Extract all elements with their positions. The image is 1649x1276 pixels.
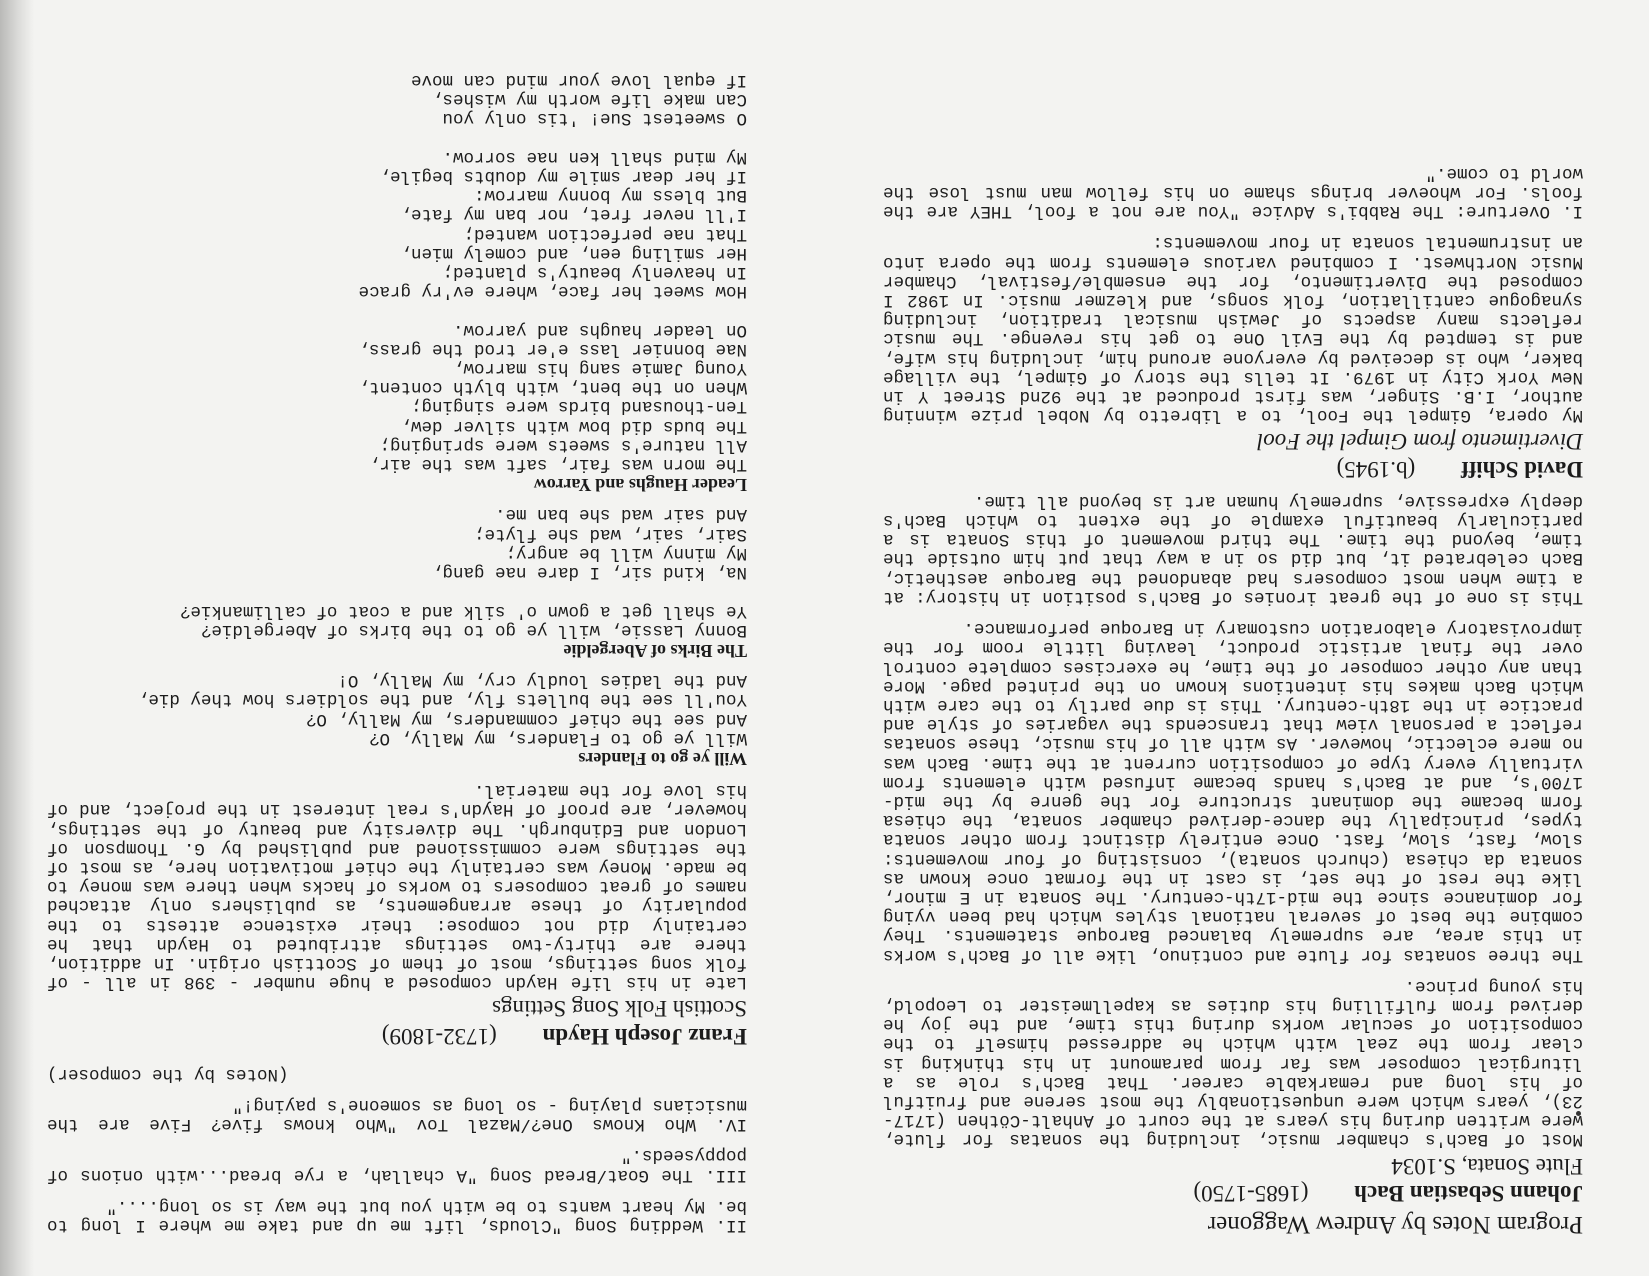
work-title-schiff: Divertimento from Gimpel the Fool	[1256, 429, 1583, 455]
song-title: The Birks of Abergeldie	[563, 640, 747, 661]
song-lyrics: Bonny Lassie, will ye go to the birks of Abergeldie? Ye shall get a gown o' silk and a coat of callimankie? Na, kind sir, I dare nae gang, My minny will be angry; Sair, sair, wad she flyte; And sair wad she ban me.	[179, 504, 747, 640]
bach-paragraph-2: The three sonatas for flute and continuo, like all of Bach's works in this area, are supremely balanced Baroque statements. They combine the best of several national styles which had been vying for dominance since the mid-17th-century. The Sonata in E minor, like the rest of the set, is cast in the format once known as sonata da chiesa (church sonata), consisting of four movements: slow, fast, slow, fast. Once entirely distinct from other sonata types, principally the dance-derived chamber sonata, the chiesa form became the dominant structure for the genre by the mid-1700's, and at Bach's hands became infused with elements from virtually every type of composition current at the time. Bach was no mere eclectic, however. As with all of his music, these sonatas reflect a personal view that transcends the vagaries of style and practice in the 18th-century. This is due partly to the care with which Bach makes his intentions known on the printed page. More than any other composer of the time, he exercises complete control over the final artistic product, leaving little room for the improvisatory elaboration customary in Baroque performance.	[872, 618, 1583, 965]
schiff-movement-4: IV. Who Knows One?/Mazal Tov "Who knows five? Five are the musicians playing - so long as someone's paying!"	[36, 1094, 747, 1135]
composer-schiff	[883, 456, 1583, 482]
work-title-bach: Flute Sonata, S.1034	[1391, 1153, 1583, 1179]
schiff-movement-3: III. The Goat/Bread Song "A challah, a rye bread...with onions of poppyseeds."	[36, 1145, 747, 1185]
haydn-paragraph: Late in his life Haydn composed a huge number - 398 in all - of folk song settings, most of them of Scottish origin. In addition, there are thirty-two settings attributed to Haydn that he certainly did not compose: their existence attests to the popularity of these arrangements, as publishers only attached names of great composers to works of hacks when there was money to be made. Money was certainly the chief motivation here, as most of the settings were commissioned and published by G. Thompson of London and Edinburgh. The diversity and beauty of the settings, however, are proof of Haydn's real interest in the project, and of his love for the material.	[36, 780, 747, 993]
composer-dates: (1732-1809)	[381, 1023, 497, 1049]
bach-paragraph-1: Most of Bach's chamber music, including the sonatas for flute, were written during his years at the court of Anhalt-Cöthen (1717-23), years which were unquestionably the most serene and fruitful of his long and remarkable career. That Bach's role as a liturgical composer was far from paramount in his thinking is clear from the zeal with which he addressed himself to the composition of secular works during this time, and the joy he derived from fulfilling his duties as kapellmeister to Leopold, his young prince.	[872, 975, 1583, 1150]
composer-bach	[883, 1180, 1583, 1206]
song-title: Leader Haughs and Yarrow	[533, 475, 747, 496]
composer-name: David Schiff	[1460, 456, 1583, 482]
song-title: Will ye go to Flanders	[578, 748, 747, 769]
schiff-movement-1: I. Overture: The Rabbi's Advice "You are not a fool, THEY are the fools. For whoever brings shame on his fellow man must lose the world to come."	[872, 162, 1583, 222]
composer-dates: (b.1945)	[1336, 456, 1416, 482]
song-lyrics: The morn was fair, saft was the air, All nature's sweets were springing; The buds did bow with silver dew, Ten-thousand birds were singing; When on the bent, with blyth content, Young Jamie sang his marrow, Nae bonnier lass e'er trod the grass, On leader haughs and yarrow. How sweet her face, where ev'ry grace In heavenly beauty's planted; Her smiling een, and comely mien, That nae perfection wanted; I'll never fret, nor ban my fate, But bless my bonny marrow: If her dear smile my doubts begile, My mind shall ken nae sorrow. O sweetest Sue! 'tis only you Can make life worth my wishes, If equal love your mind can move	[358, 70, 747, 475]
schiff-movement-2: II. Wedding Song "Clouds, lift me up and take me where I long to be. My heart wants to be with you but the way is so long...."	[36, 1195, 747, 1235]
page-header: Program Notes by Andrew Waggoner	[1207, 1211, 1583, 1238]
composer-haydn	[47, 1023, 747, 1049]
composer-dates: (1685-1750)	[1193, 1180, 1309, 1206]
composer-name: Johann Sebastian Bach	[1354, 1180, 1583, 1206]
left-column	[872, 151, 1583, 1238]
right-column	[36, 60, 747, 1235]
notes-credit: (Notes by the composer)	[47, 1063, 289, 1084]
schiff-paragraph-1: My opera, Gimpel the Fool, to a libretto by Nobel prize winning author, I.B. Singer, was first produced at the 92nd Street Y in New York City in 1979. It tells the story of Gimpel, the village baker, who is deceived by everyone around him, including his wife, and is tempted by the Evil One to get his revenge. The music reflects many aspects of Jewish musical tradition, including synagogue cantillation, folk songs, and klezmer music. In 1982 I composed the Divertimento, for the ensemble/festival, Chamber Music Northwest. I combined various elements from the opera into an instrumental sonata in four movements:	[872, 232, 1583, 426]
work-title-haydn: Scottish Folk Song Settings	[492, 996, 747, 1022]
composer-name: Franz Joseph Haydn	[542, 1023, 747, 1049]
bach-paragraph-3: This is one of the great ironies of Bach's position in history: at a time when most composers had abandoned the Baroque aesthetic, Bach celebrated it, but did so in a way that put him outside the time, beyond the time. The third movement of this Sonata is a particularly beautiful example of the extent to which Bach's deeply expressive, supremely human art is beyond all time.	[872, 490, 1583, 607]
song-lyrics: Will ye go to Flanders, my Mally, O? And see the chief commanders, my Mally, O? You'll see the bullets fly, and the soldiers how they die, And the ladies loudly cry, my Mally, O!	[137, 670, 747, 748]
page-binding-shadow	[0, 0, 34, 1276]
